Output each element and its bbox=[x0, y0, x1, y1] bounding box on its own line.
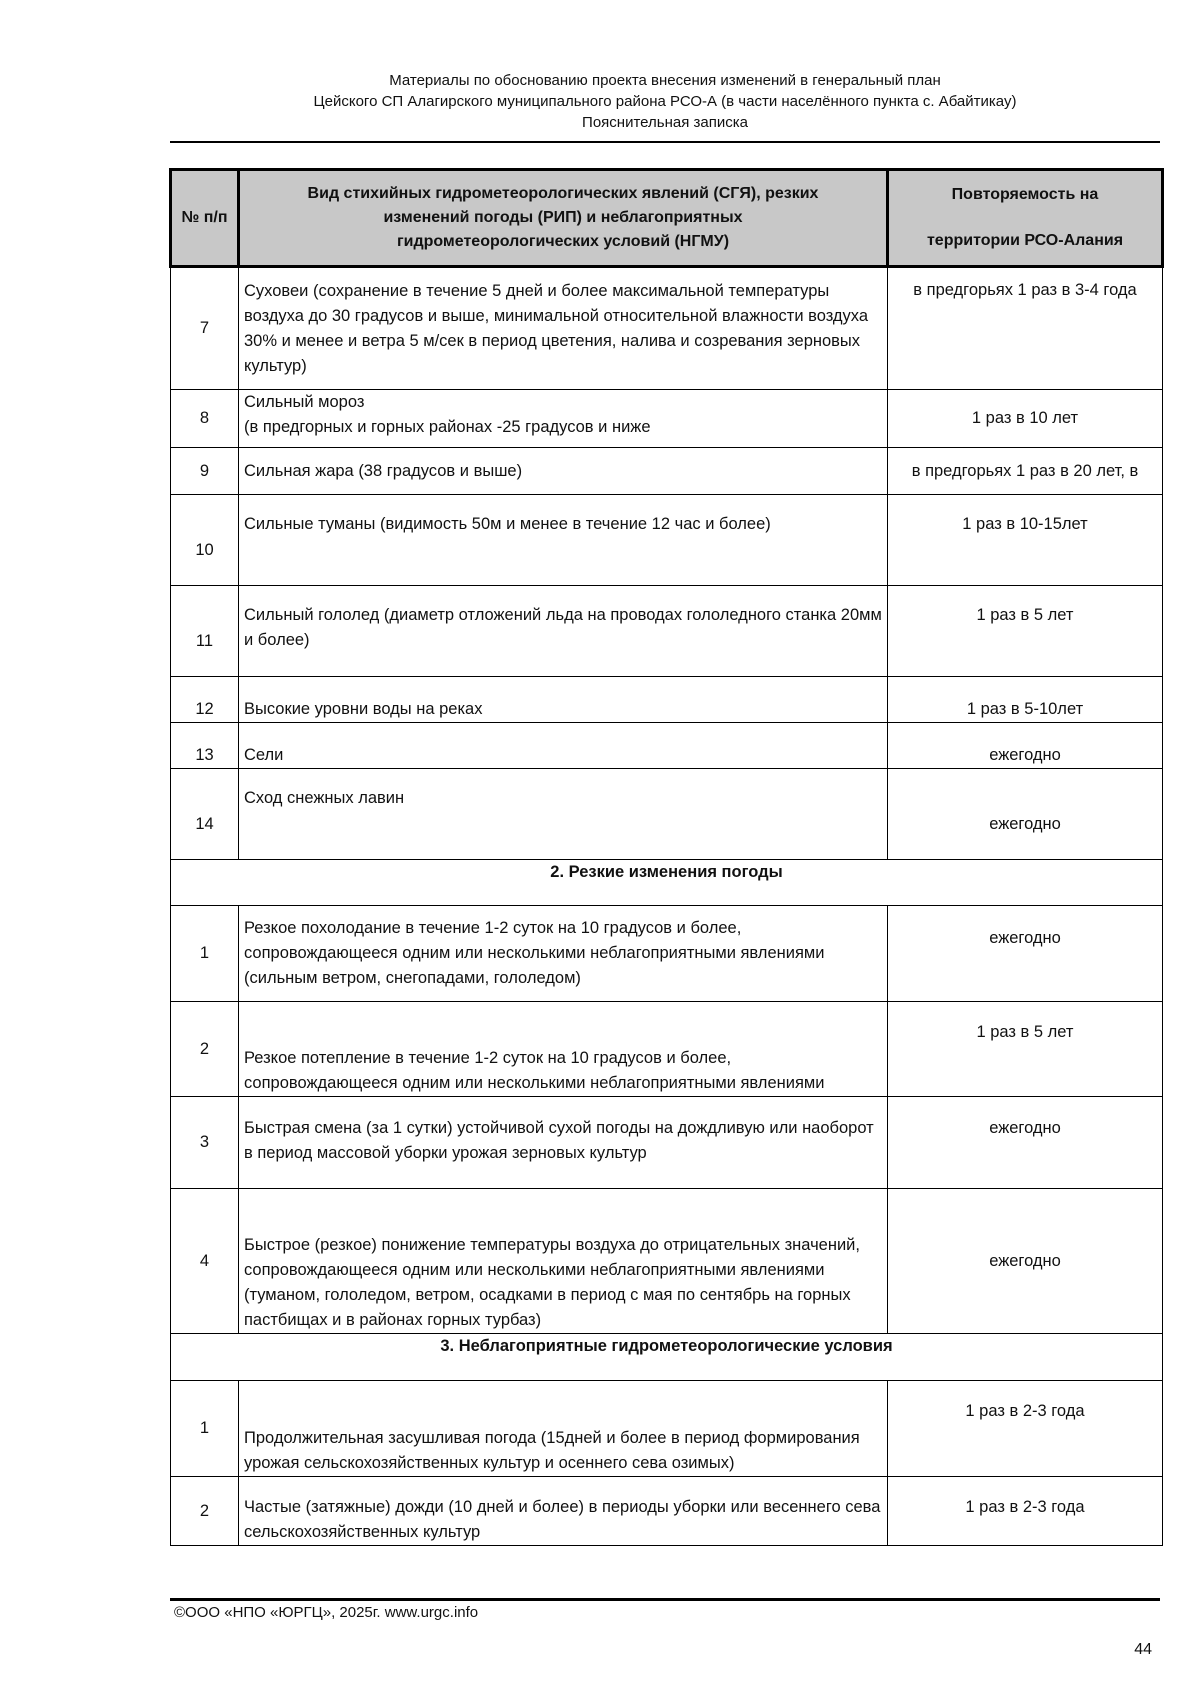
table-row bbox=[171, 677, 1163, 723]
row-number: 12 bbox=[171, 677, 239, 723]
row-number: 3 bbox=[171, 1097, 239, 1189]
table-row bbox=[171, 723, 1163, 769]
row-number: 11 bbox=[171, 586, 239, 677]
row-number: 1 bbox=[171, 906, 239, 1002]
row-description: Сильные туманы (видимость 50м и менее в течение 12 час и более) bbox=[239, 495, 888, 586]
hazards-table bbox=[169, 168, 1164, 1546]
row-frequency: ежегодно bbox=[888, 769, 1163, 860]
row-description bbox=[239, 390, 888, 448]
row-frequency: 1 раз в 2-3 года bbox=[888, 1477, 1163, 1546]
header-frequency bbox=[888, 170, 1163, 267]
row-number: 9 bbox=[171, 448, 239, 495]
row-frequency: ежегодно bbox=[888, 906, 1163, 1002]
section-title: 2. Резкие изменения погоды bbox=[171, 860, 1163, 906]
header-line-3: Пояснительная записка bbox=[582, 114, 748, 131]
footer-divider bbox=[170, 1598, 1160, 1601]
row-description: Быстрое (резкое) понижение температуры воздуха до отрицательных значений, сопровождающееся одним или несколькими неблагоприятными явлениями (туманом, гололедом, ветром, осадками в период с мая по сентябрь на горных пастбищах и в районах горных турбаз) bbox=[239, 1189, 888, 1334]
row-description: Сильный гололед (диаметр отложений льда на проводах гололедного станка 20мм и более) bbox=[239, 586, 888, 677]
footer-copyright: ©ООО «НПО «ЮРГЦ», 2025г. www.urgc.info bbox=[174, 1604, 479, 1621]
table-header-row bbox=[171, 170, 1163, 267]
header-line-1: Материалы по обоснованию проекта внесения изменений в генеральный план bbox=[389, 72, 941, 89]
row-frequency: 1 раз в 5 лет bbox=[888, 1002, 1163, 1097]
row-description: Высокие уровни воды на реках bbox=[239, 677, 888, 723]
table-row bbox=[171, 1002, 1163, 1097]
header-num: № п/п bbox=[171, 170, 239, 267]
row-number: 4 bbox=[171, 1189, 239, 1334]
row-frequency: ежегодно bbox=[888, 1189, 1163, 1334]
row-description: Суховеи (сохранение в течение 5 дней и более максимальной температуры воздуха до 30 градусов и выше, минимальной относительной влажности воздуха 30% и менее и ветра 5 м/сек в период цветения, налива и созревания зерновых культур) bbox=[239, 267, 888, 390]
table-row bbox=[171, 390, 1163, 448]
row-description: Резкое похолодание в течение 1-2 суток на 10 градусов и более, сопровождающееся одним или несколькими неблагоприятными явлениями (сильным ветром, снегопадами, гололедом) bbox=[239, 906, 888, 1002]
row-number: 2 bbox=[171, 1477, 239, 1546]
row-description: Частые (затяжные) дожди (10 дней и более) в периоды уборки или весеннего сева сельскохозяйственных культур bbox=[239, 1477, 888, 1546]
row-frequency: ежегодно bbox=[888, 723, 1163, 769]
row-frequency: 1 раз в 5 лет bbox=[888, 586, 1163, 677]
row-number: 14 bbox=[171, 769, 239, 860]
page-number: 44 bbox=[1134, 1641, 1152, 1658]
table-row bbox=[171, 1477, 1163, 1546]
header-frequency-line-2: территории РСО-Алания bbox=[926, 232, 1124, 249]
row-frequency: в предгорьях 1 раз в 20 лет, в bbox=[888, 448, 1163, 495]
table-row bbox=[171, 495, 1163, 586]
row-number: 2 bbox=[171, 1002, 239, 1097]
row-description: Быстрая смена (за 1 сутки) устойчивой сухой погоды на дождливую или наоборот в период массовой уборки урожая зерновых культур bbox=[239, 1097, 888, 1189]
row-description: Сели bbox=[239, 723, 888, 769]
section-title: 3. Неблагоприятные гидрометеорологические условия bbox=[171, 1334, 1163, 1381]
row-description: Сильная жара (38 градусов и выше) bbox=[239, 448, 888, 495]
row-frequency: 1 раз в 10 лет bbox=[888, 390, 1163, 448]
row-frequency: ежегодно bbox=[888, 1097, 1163, 1189]
section-row bbox=[171, 1334, 1163, 1381]
row-frequency: в предгорьях 1 раз в 3-4 года bbox=[888, 267, 1163, 390]
row-number: 8 bbox=[171, 390, 239, 448]
table-row bbox=[171, 586, 1163, 677]
header-type: Вид стихийных гидрометеорологических явлений (СГЯ), резких изменений погоды (РИП) и неблагоприятных гидрометеорологических условий (НГМУ) bbox=[239, 170, 888, 267]
section-row bbox=[171, 860, 1163, 906]
row-frequency: 1 раз в 2-3 года bbox=[888, 1381, 1163, 1477]
page-header bbox=[170, 70, 1160, 133]
table-row bbox=[171, 1097, 1163, 1189]
header-divider bbox=[170, 141, 1160, 143]
table-row bbox=[171, 1189, 1163, 1334]
row-description-line-1: Сильный мороз bbox=[244, 393, 365, 411]
row-frequency: 1 раз в 5-10лет bbox=[888, 677, 1163, 723]
row-number: 1 bbox=[171, 1381, 239, 1477]
row-description: Резкое потепление в течение 1-2 суток на 10 градусов и более, сопровождающееся одним или несколькими неблагоприятными явлениями bbox=[239, 1002, 888, 1097]
table-row bbox=[171, 906, 1163, 1002]
row-description: Продолжительная засушливая погода (15дней и более в период формирования урожая сельскохозяйственных культур и осеннего сева озимых) bbox=[239, 1381, 888, 1477]
row-number: 7 bbox=[171, 267, 239, 390]
header-frequency-line-1: Повторяемость на bbox=[951, 186, 1099, 203]
header-line-2: Цейского СП Алагирского муниципального района РСО-А (в части населённого пункта с. Абайтикау) bbox=[313, 93, 1017, 110]
row-number: 13 bbox=[171, 723, 239, 769]
table-row bbox=[171, 769, 1163, 860]
row-description-line-2: (в предгорных и горных районах -25 градусов и ниже bbox=[244, 418, 651, 436]
row-frequency: 1 раз в 10-15лет bbox=[888, 495, 1163, 586]
table-row bbox=[171, 448, 1163, 495]
row-description: Сход снежных лавин bbox=[239, 769, 888, 860]
table-row bbox=[171, 1381, 1163, 1477]
row-number: 10 bbox=[171, 495, 239, 586]
table-row bbox=[171, 267, 1163, 390]
